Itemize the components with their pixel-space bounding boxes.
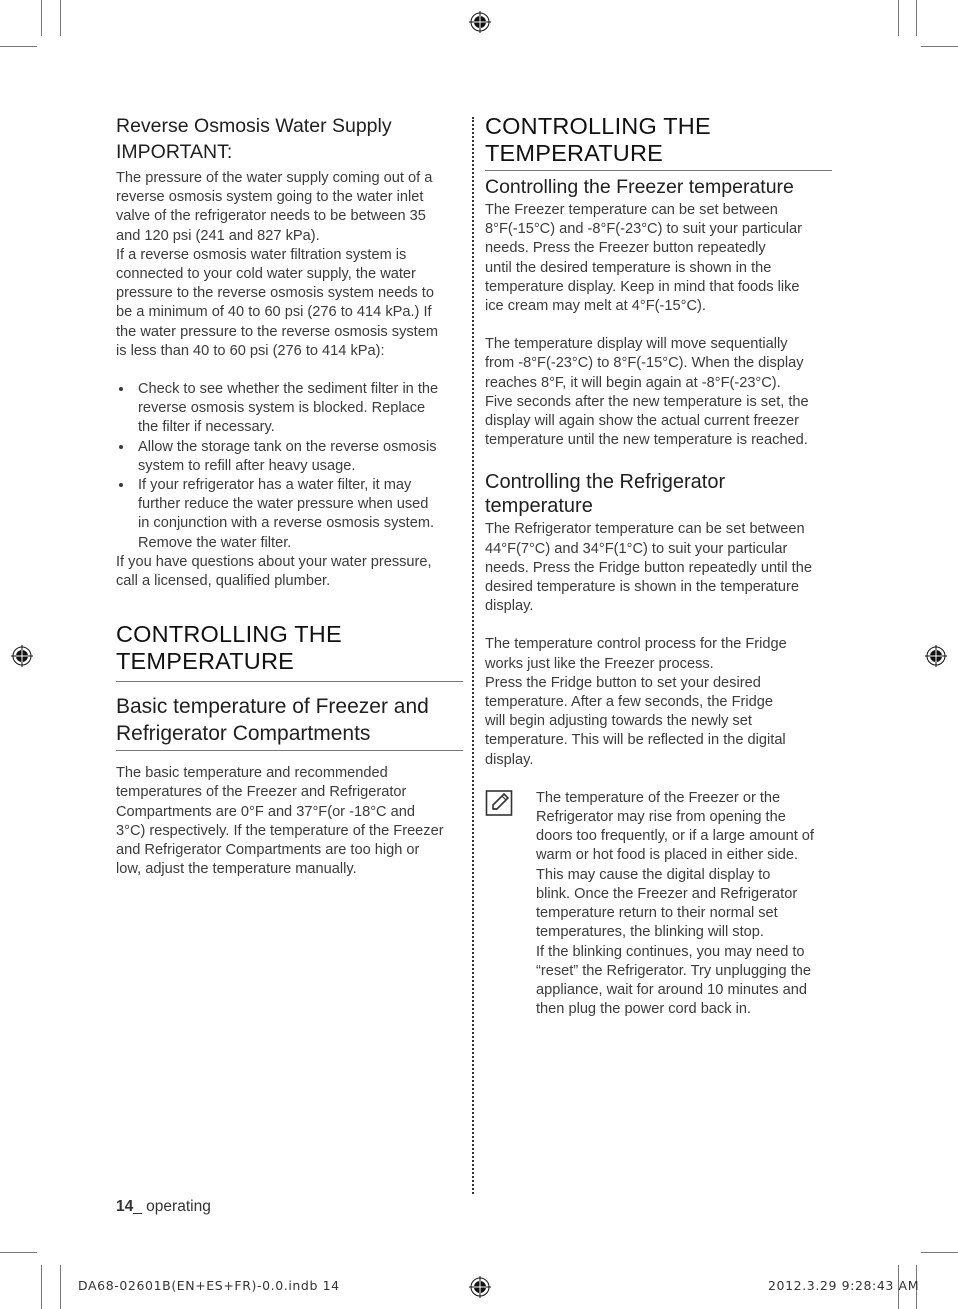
print-slug-filename: DA68-02601B(EN+ES+FR)-0.0.indb 14	[78, 1278, 340, 1293]
right-column	[485, 113, 835, 1019]
fridge-heading: Controlling the Refrigerator temperature	[485, 471, 726, 518]
reverse-osmosis-paragraph: The pressure of the water supply coming out of a reverse osmosis system going to the water inlet valve of the refrigerator needs to be between 35 and 120 psi (241 and 827 kPa). If a reverse osmosis water filtration system is connected to your cold water supply, the water pressure to the reverse osmosis system needs to be a minimum of 40 to 60 psi (276 to 414 kPa.) If the water pressure to the reverse osmosis system is less than 40 to 60 psi (276 to 414 kPa):	[116, 170, 438, 359]
section-title: CONTROLLING THE TEMPERATURE	[485, 113, 711, 166]
print-slug-timestamp: 2012.3.29 9:28:43 AM	[768, 1278, 920, 1293]
subsection-rule	[116, 750, 463, 751]
freezer-heading: Controlling the Freezer temperature	[485, 176, 794, 198]
basic-temperature-heading: Basic temperature of Freezer and Refrigerator Compartments	[116, 695, 429, 745]
registration-mark-icon	[469, 1276, 491, 1298]
note-text: The temperature of the Freezer or the Refrigerator may rise from opening the doors too frequently, or if a large amount of warm or hot food is placed in either side. This may cause the digital display to blink. Once the Freezer and Refrigerator temperature return to their normal set temperatures, the blinking will stop. If the blinking continues, you may need to “reset” the Refrigerator. Try unplugging the appliance, wait for around 10 minutes and then plug the power cord back in.	[536, 789, 814, 1018]
crop-mark	[921, 1252, 958, 1253]
registration-mark-icon	[469, 11, 491, 33]
basic-temperature-paragraph: The basic temperature and recommended temperatures of the Freezer and Refrigerator Compartments are 0°F and 37°F(or -18°C and 3°C) respectively. If the temperature of the Freezer and Refrigerator Compartments are too high or low, adjust the temperature manually.	[116, 765, 444, 878]
crop-mark	[41, 1265, 42, 1309]
crop-mark	[0, 46, 37, 47]
section-rule	[485, 170, 832, 171]
important-label: IMPORTANT:	[116, 141, 233, 163]
registration-mark-icon	[925, 645, 947, 667]
column-divider	[472, 117, 474, 1194]
plumber-paragraph: If you have questions about your water pressure, call a licensed, qualified plumber.	[116, 553, 432, 590]
note-block	[485, 789, 835, 1019]
section-title-block	[485, 113, 832, 171]
section-rule	[116, 681, 463, 682]
section-title-block	[116, 621, 463, 682]
crop-mark	[60, 0, 61, 36]
list-item: If your refrigerator has a water filter, it may further reduce the water pressure when used in conjunction with a reverse osmosis system. Remove the water filter.	[116, 476, 466, 553]
note-icon	[485, 789, 515, 817]
page-number: 14	[116, 1198, 134, 1215]
basic-temperature-heading-block	[116, 694, 463, 751]
crop-mark	[921, 46, 958, 47]
freezer-display-paragraph: The temperature display will move sequentially from -8°F(-23°C) to 8°F(-15°C). When the display reaches 8°F, it will begin again at -8°F(-23°C). Five seconds after the new temperature is set, the display will again show the actual current freezer temperature until the new temperature is reached.	[485, 336, 809, 449]
page-section-label: _ operating	[133, 1198, 211, 1215]
reverse-osmosis-bullet-list	[116, 380, 466, 553]
section-title: CONTROLLING THE TEMPERATURE	[116, 621, 342, 675]
fridge-process-paragraph: The temperature control process for the Fridge works just like the Freezer process. Press the Fridge button to set your desired temperature. After a few seconds, the Fridge will begin adjusting towards the newly set temperature. This will be reflected in the digital display.	[485, 636, 787, 768]
list-item: Check to see whether the sediment filter in the reverse osmosis system is blocked. Replace the filter if necessary.	[116, 380, 466, 438]
crop-mark	[60, 1265, 61, 1309]
fridge-paragraph: The Refrigerator temperature can be set between 44°F(7°C) and 34°F(1°C) to suit your particular needs. Press the Fridge button repeatedly until the desired temperature is shown in the temperature display.	[485, 521, 812, 615]
reverse-osmosis-heading: Reverse Osmosis Water Supply	[116, 115, 392, 137]
crop-mark	[916, 0, 917, 36]
list-item: Allow the storage tank on the reverse osmosis system to refill after heavy usage.	[116, 438, 466, 476]
crop-mark	[898, 0, 899, 36]
left-column	[116, 113, 466, 879]
crop-mark	[41, 0, 42, 36]
registration-mark-icon	[11, 645, 33, 667]
page-footer	[116, 1198, 211, 1216]
freezer-paragraph: The Freezer temperature can be set between 8°F(-15°C) and -8°F(-23°C) to suit your particular needs. Press the Freezer button repeatedly until the desired temperature is shown in the temperature display. Keep in mind that foods like ice cream may melt at 4°F(-15°C).	[485, 202, 802, 315]
crop-mark	[0, 1252, 37, 1253]
